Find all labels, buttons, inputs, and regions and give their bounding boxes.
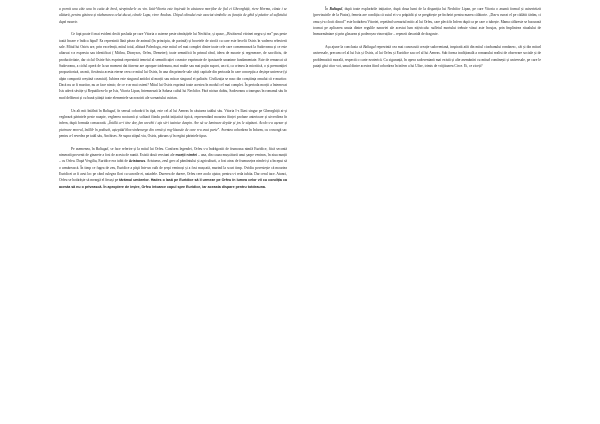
paragraph-orpheus-myth — [59, 146, 287, 190]
paragraph-text: Așa ajune la concluzia că — [325, 45, 364, 50]
highlighted-passage: tărâmul umbrelor. Hades o lasă pe Euridice să îl urmeze pe Orfeu în lumea celor vii cu condiția ca acesta să nu o privească. În apropiere de ieșire, Orfeu întoarce capul spre Euridice, iar aceasta dispare pentru totdeauna. — [59, 178, 287, 189]
paragraph-orpheus-parallel — [313, 6, 541, 38]
quotation: Întâlă ce-i tine dor, fan urechii i aja să-i iasinice deapin. Are să se lumineze depiăr și jos le săpăuni. Acolo s-a așezar și picimare morrul, întîlilr în podisoh, așteptâd blos-sinhenerge din ormă și rog-lăsasite de care n-a avut parte — [59, 121, 287, 132]
right-page-column — [313, 6, 541, 76]
book-title: Baltagul — [95, 146, 109, 151]
paragraph-osiris-myth — [59, 31, 287, 101]
paragraph-text: , în sensul coborârii în tipă, este cel al lui Aeneas în căutarea tatălui său. Vitoria I-s lliast singur pe Gheorghiță ai-și veghează părintele peste noapte, vegherea nocturnă și solitară fiindu probă inițiatică tipică, reprezentând moartea ființei profane anterioare și uiverdirea în infern, după formula consacrată. „ — [59, 108, 287, 126]
paragraph-text: ”. Aventea coborârea în Infarm, cu crosorgă sac pentru a-l revedea pe tatăl său, Anchises. Se supra stăpul viu, Osiris, pătruns și în regăsi părintele tipus. — [59, 127, 287, 138]
paragraph-text: , se face referire și la mitul lui Orfeu. Conform legendei, Orfeu s-a îndrăgostit de frumoasa nimfă Euridice, fiică secontă nimerată provenit de ginarete a fost de acesta de nuntă. Există două versiuni ale — [59, 146, 287, 157]
paragraph-text: a pornit una câte una în cutia de bred, strepindu-le cu vin. Iată-Vitoria este înșirată în căutarea morților de fiul ei Gheorghiță, riere Horma, cânta i se alătură, pentru găsirea și răzbunarea celui ducut, cânele Lupu, riere Anubus. Chipul câinului este asociat simbolic cu funcția de ghid și păzitor al sufletului după moarte. — [59, 7, 287, 24]
highlighted-phrase: morții nimfei — [175, 152, 198, 157]
paragraph-text: – una, din cauza mușcăturii unui șarpe veninos, în ziua nunții – cu Orfeu. După Vergiliu, Euridice era iubit de — [59, 152, 287, 164]
paragraph-text: reprezintă cea mai cunoscută creație sadoveniană, inspirată atât din mitul cioobanului românesc, cât și din miturl universale, precum cel al lui Isis și Osiris, al lui Orfeu și Euridice sau cel al lui Aeneas. Sub forma tradițională a romanului realist de observare sociale și de problematică morală, respectă o carte ezoterică. Cu siguranță, în opera sadoveniană mai există și alte asemănări cu miturl românești și universale, pe care le putați găsi citor voi, unual dintre acestea fiind coborârea în infern a lui Ulise, trimis de vrăjitoarea Circe. Ei, ce ziceți? — [313, 45, 542, 69]
paragraph-text: Ce fapt poate fi mai evident decât posluda pe care Vitoria o asterne peste rămășițele lui Nechifor, și spuse, „Bivăiserul vitrinei negru și rea” pus peste toată încare e îndica hipul! Ea reprezintă lână păsea de animal (în principiu, de parintă) și bocetele de strofă cu care este învelit Osiris în vaderea reînvierii sale. Mitul lui Osiris are, prin excelență, mitul total, alătură Paleologu, este mitul cel mai complet dintre toate cele care consemnează la Sadoveanu și ce este afiarsat s-a expresiu sau identificat ( Mithra, Dionysos, Orfeu, Demeter); toate semnifică în primul rând, ideea de moarte și regenerare, de sacrificiu, de productivitate, dar ciclul Osiris-Isis exprimă reprezintă temeiul al semnificației cosmice exprimate de ipostazele unanime fundamentate. Este de remarcat că Sadoveanu, a ciclul operă de la un moment dat itinerar are apropae totdeauna, mai multe sau mai puțin suport, un rit, ca crimea la mioritică, o și premoniției propozitoriză, un mit, fiecăruia acesta eterne ceea ce mitul lui Osiris, în una din primele sale cărți capitale din perioada în care concepția a deșirpe universe (și alpin comportă creștină cosmică). Iubirea este singurul antidot al morții sau măcar singurul ei paliativ. Civilizația se nasc din conștiința omului că e muritor. Dacă nu ar fi muritor, nu ar face nimic; de ce s-ar mai osteni? Mitul lui Osiris exprimă toate acestea în modul cel mai complet. În perioda morții a înternecat Isis adevă săvățe și Reputilirea-lo pe Isis, Vitoria Lipan, întemnează la Sabasa cultul lui Nechifor. Fără niciun dubiu, Sadoveanu a transpus în romanul său în mod deliberat și cu bună știință toate elementele sacrosoirii ale scenariului osirian. — [59, 32, 287, 100]
paragraph-osiris-intro — [59, 6, 287, 25]
paragraph-text: Un alt mit întâlnit în — [71, 108, 103, 113]
paragraph-text: , după toate explorările inițiatice, după doua lumi de la dispariția lui Nechifor Lipan, pe care Vitoria o asumă formal și asiserirtizit (previzuirile de la Piatra), femeia are condiția că sutul ei s-a prăpădit și se pregătește pe încheiri pentru marea călătorie. „Das-u rurrat el pe căilătit tărâm, ci omu și-a clocit dincol” este hotărârea Vitoriei, repetând scenariul mitic al lui Orfeu, care plecă în Infern după ca pe care o iubește. Mama călăreste se bucurază tocmai pe aplicarea unuia dintre regulile naraviei ale acestui lum nițiviculu: sufletul mortului trebuie văzut aste încujas, prin împlinirea ritualului de îmmormântare și prin glasurea și poderoșea vinovaților – reperzit davaridă de dragoste. — [313, 7, 541, 37]
book-title: Baltagul — [329, 7, 343, 11]
paragraph-aeneas-myth — [59, 108, 287, 140]
paragraph-text: În — [325, 7, 330, 11]
book-title: Baltagul — [363, 45, 376, 50]
paragraph-text: Pe asemenea, în — [71, 146, 96, 151]
left-page-column — [59, 6, 287, 196]
paragraph-text: . Aristaeus, zeul grec al pământului și agriculturii, a fost atras de frumusețea nimfei și a început să o urmărească. În timp ce fugea de zeu, Euridice a păşit într-un cuib de șerpi veninoși și a fost mușcată, murind la scurt timp. Ovidiu povestește că moartea Euridicei ar fi avut loc pe când culegea flori cu surorile ei, naiadele. Durerea de durere, Orfeu cere acolo ajutor, pentru s-i reda iubita. Dar cerul tace. Atunci, Orfeu se hotărăște să meargă el însuși pe — [59, 159, 287, 183]
book-title: Baltagul — [102, 108, 116, 113]
highlighted-name: Aristaeus — [128, 159, 146, 164]
paragraph-conclusion — [313, 44, 541, 69]
